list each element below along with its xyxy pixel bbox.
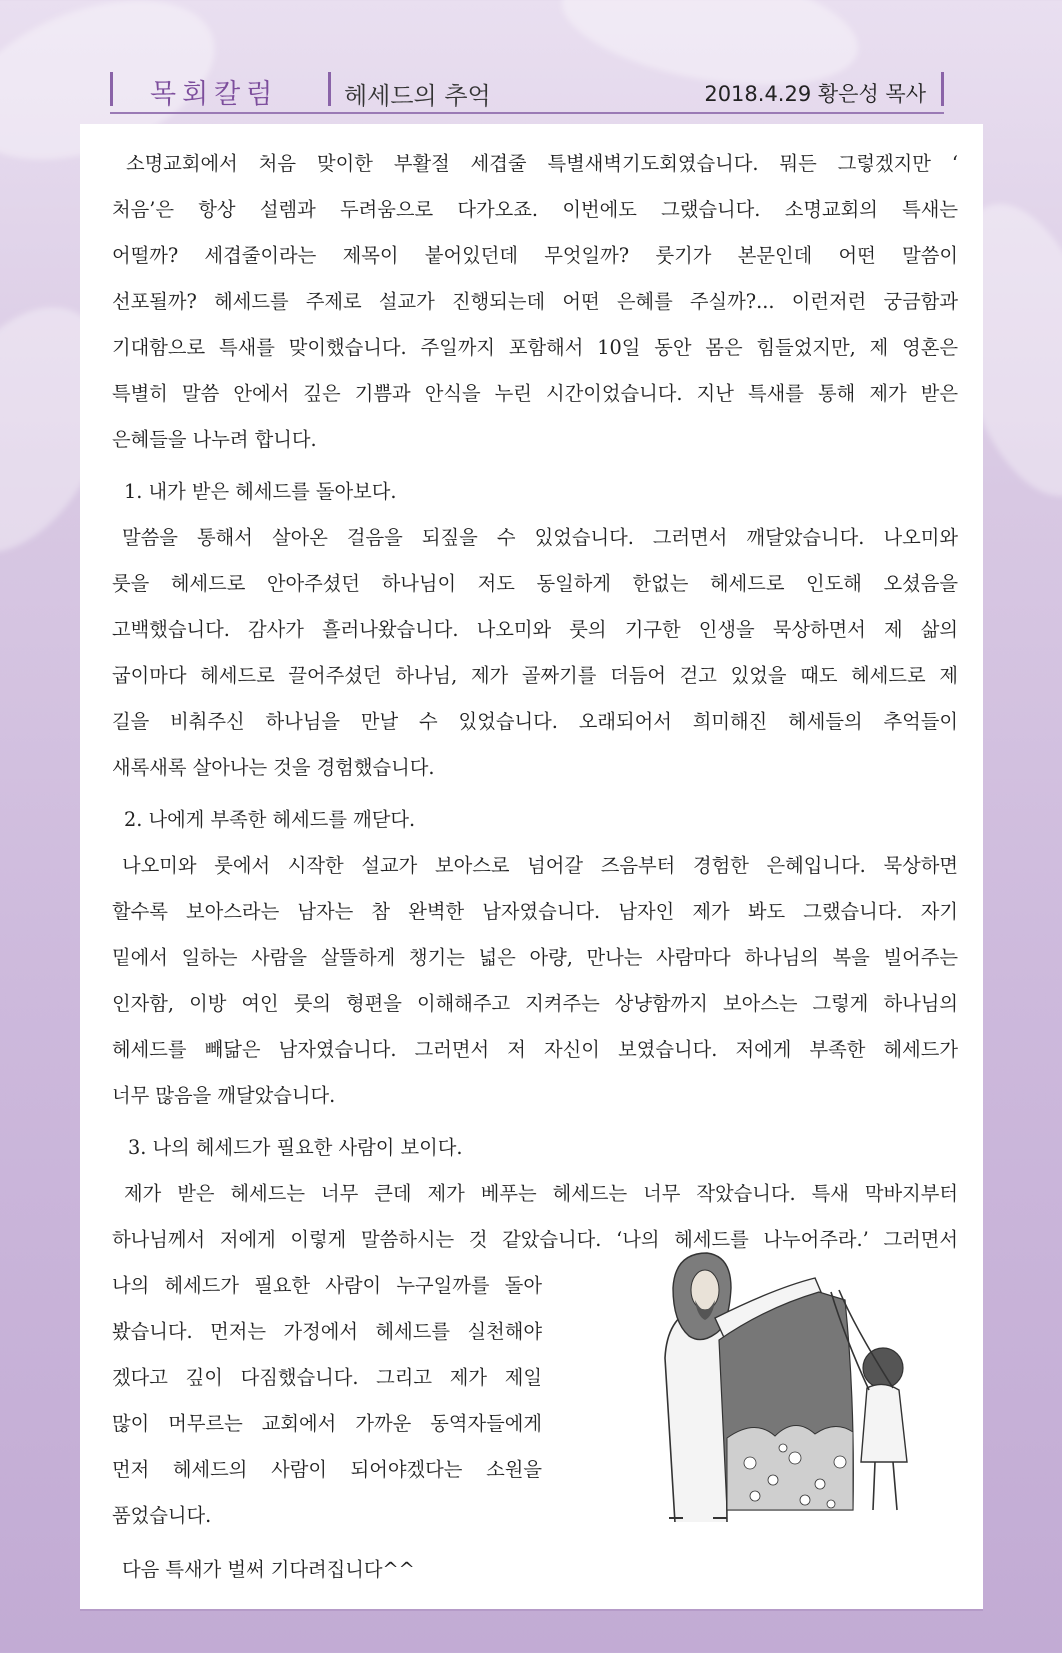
section-heading: 2. 나에게 부족한 헤세드를 깨닫다. (124, 808, 416, 831)
closing-line: 다음 특새가 벌써 기다려집니다^^ (122, 1558, 415, 1581)
paragraph-line: 새록새록 살아나는 것을 경험했습니다. (112, 756, 435, 779)
column-label: 목회칼럼 (150, 79, 279, 110)
paragraph-line: 하나님께서 저에게 이렇게 말씀하시는 것 같았습니다. ‘나의 헤세드를 나누어주라.’ 그러면서 (112, 1228, 958, 1251)
paragraph-line: 굽이마다 헤세드로 끌어주셨던 하나님, 제가 골짜기를 더듬어 걷고 있었을 때도 헤세드로 제 (112, 664, 958, 687)
paragraph-line: 제가 받은 헤세드는 너무 큰데 제가 베푸는 헤세드는 너무 작았습니다. 특새 막바지부터 (124, 1182, 958, 1205)
paragraph-line: 은혜들을 나누려 합니다. (112, 428, 317, 451)
paragraph-line: 품었습니다. (112, 1504, 212, 1527)
paragraph-line: 인자함, 이방 여인 룻의 형편을 이해해주고 지켜주는 상냥함까지 보아스는 그렇게 하나님의 (112, 992, 958, 1015)
divider (328, 72, 331, 106)
section-heading: 1. 내가 받은 헤세드를 돌아보다. (124, 480, 397, 503)
paragraph-line: 선포될까? 헤세드를 주제로 설교가 진행되는데 어떤 은혜를 주실까?... 이런저런 궁금함과 (112, 290, 958, 313)
article-title: 헤세드의 추억 (344, 82, 491, 110)
paragraph-line: 나오미와 룻에서 시작한 설교가 보아스로 넘어갈 즈음부터 경험한 은혜입니다. 묵상하면 (122, 854, 958, 877)
paragraph-line: 기대함으로 특새를 맞이했습니다. 주일까지 포함해서 10일 동안 몸은 힘들었지만, 제 영혼은 (112, 336, 958, 359)
divider (941, 72, 944, 106)
paragraph-line: 말씀을 통해서 살아온 걸음을 되짚을 수 있었습니다. 그러면서 깨달았습니다. 나오미와 (122, 526, 958, 549)
paragraph-line: 나의 헤세드가 필요한 사람이 누구일까를 돌아 (112, 1274, 542, 1297)
paragraph-line: 고백했습니다. 감사가 흘러나왔습니다. 나오미와 룻의 기구한 인생을 묵상하면서 제 삶의 (112, 618, 958, 641)
jesus-and-child-illustration (655, 1248, 935, 1522)
paragraph-line: 먼저 헤세드의 사람이 되어야겠다는 소원을 (112, 1458, 542, 1481)
paragraph-line: 소명교회에서 처음 맞이한 부활절 세겹줄 특별새벽기도회였습니다. 뭐든 그렇겠지만 ‘ (126, 152, 958, 175)
section-heading: 3. 나의 헤세드가 필요한 사람이 보이다. (128, 1136, 463, 1159)
paragraph-line: 룻을 헤세드로 안아주셨던 하나님이 저도 동일하게 한없는 헤세드로 인도해 오셨음을 (112, 572, 958, 595)
paragraph-line: 겠다고 깊이 다짐했습니다. 그리고 제가 제일 (112, 1366, 542, 1389)
paragraph-line: 헤세드를 빼닮은 남자였습니다. 그러면서 저 자신이 보였습니다. 저에게 부족한 헤세드가 (112, 1038, 958, 1061)
column-header (110, 66, 944, 114)
paragraph-line: 길을 비춰주신 하나님을 만날 수 있었습니다. 오래되어서 희미해진 헤세들의 추억들이 (112, 710, 958, 733)
paragraph-line: 특별히 말씀 안에서 깊은 기쁨과 안식을 누린 시간이었습니다. 지난 특새를 통해 제가 받은 (112, 382, 958, 405)
divider (110, 72, 113, 106)
paragraph-line: 많이 머무르는 교회에서 가까운 동역자들에게 (112, 1412, 542, 1435)
paragraph-line: 할수록 보아스라는 남자는 참 완벽한 남자였습니다. 남자인 제가 봐도 그랬습니다. 자기 (112, 900, 958, 923)
paragraph-line: 처음’은 항상 설렘과 두려움으로 다가오죠. 이번에도 그랬습니다. 소명교회의 특새는 (112, 198, 958, 221)
paragraph-line: 봤습니다. 먼저는 가정에서 헤세드를 실천해야 (112, 1320, 542, 1343)
paragraph-line: 어떨까? 세겹줄이라는 제목이 붙어있던데 무엇일까? 룻기가 본문인데 어떤 말씀이 (112, 244, 958, 267)
paragraph-line: 너무 많음을 깨달았습니다. (112, 1084, 336, 1107)
paragraph-line: 밑에서 일하는 사람을 살뜰하게 챙기는 넓은 아량, 만나는 사람마다 하나님의 복을 빌어주는 (112, 946, 958, 969)
date-author: 2018.4.29 황은성 목사 (704, 82, 926, 106)
